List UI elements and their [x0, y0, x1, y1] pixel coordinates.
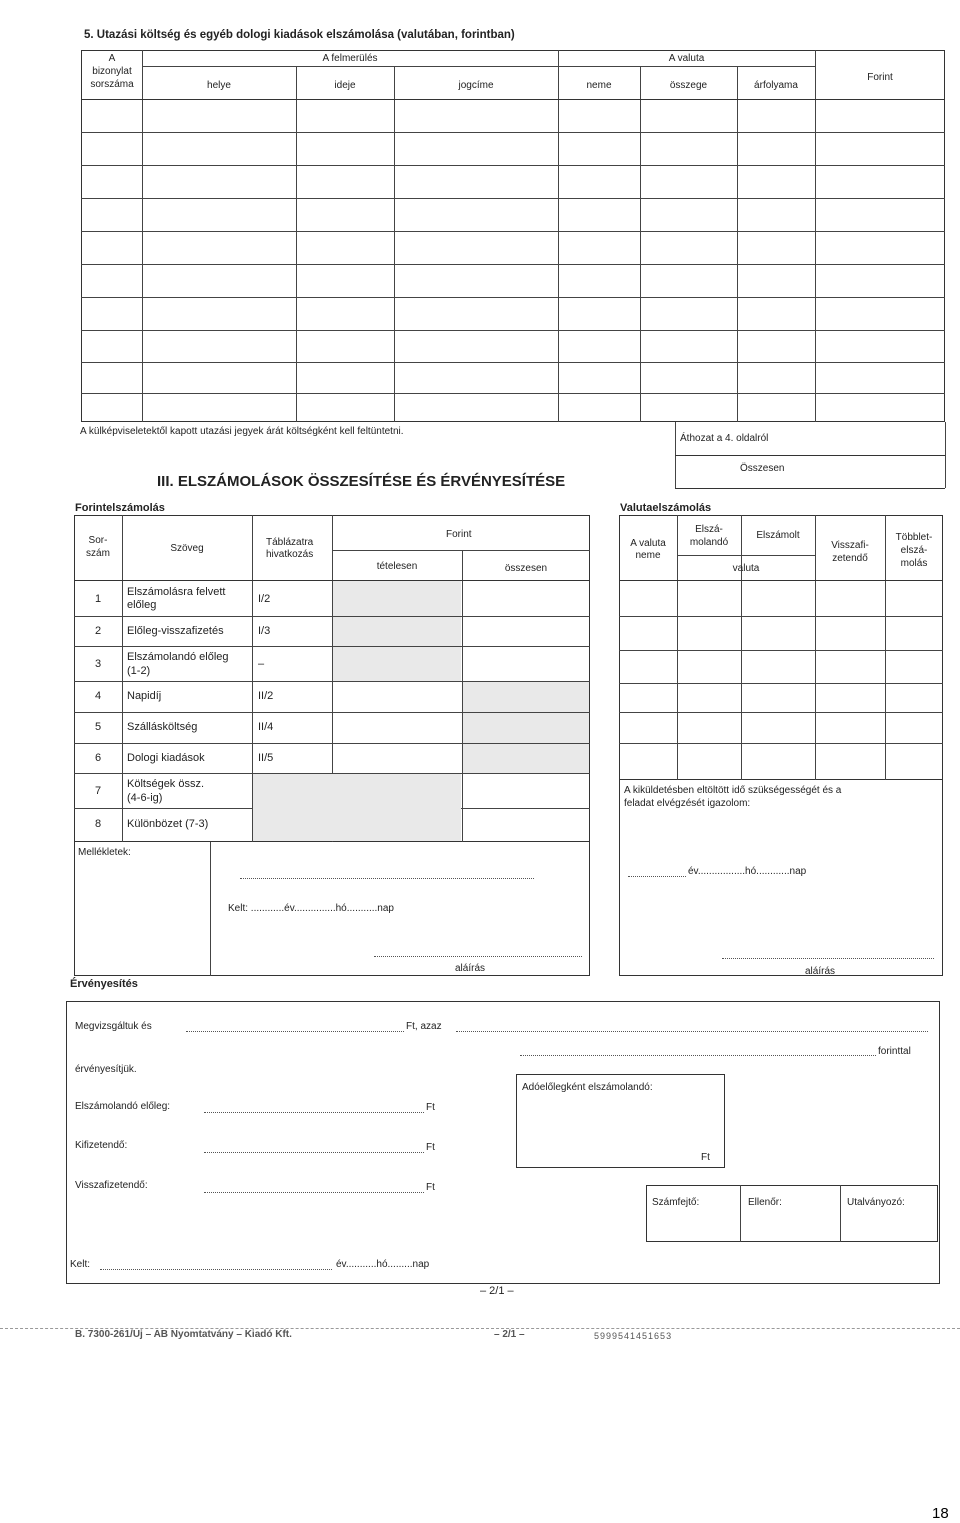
row3-text-line1: Elszámolandó előleg: [127, 651, 229, 663]
visszafizetendo-label: Visszafizetendő:: [75, 1180, 148, 1191]
row2-num: 2: [94, 625, 102, 637]
barcode-number: 5999541451653: [594, 1331, 673, 1341]
section5-title: 5. Utazási költség és egyéb dologi kiadások elszámolása (valutában, forintban): [84, 29, 515, 41]
group-valuta: A valuta: [668, 53, 705, 64]
page-number: 18: [932, 1505, 949, 1522]
col-osszege: összege: [669, 80, 708, 91]
certify-line1: A kiküldetésben eltöltött idő szükségességét és a: [624, 785, 842, 796]
col-forint-group: Forint: [446, 529, 472, 540]
row6-ref: II/5: [258, 752, 274, 764]
row7-text-line1: Költségek össz.: [127, 778, 205, 790]
adoeloleg-label: Adóelőlegként elszámolandó:: [522, 1082, 653, 1093]
col-szoveg: Szöveg: [170, 543, 204, 554]
row4-num: 4: [94, 690, 102, 702]
megvizsgaltuk-label: Megvizsgáltuk és: [75, 1021, 152, 1032]
forinttal-label: forinttal: [878, 1046, 911, 1057]
valuta-col-tobblet-line1: Többlet-: [895, 532, 933, 543]
kifizetendo-label: Kifizetendő:: [75, 1140, 128, 1151]
col-ideje: ideje: [334, 80, 356, 91]
row6-num: 6: [94, 752, 102, 764]
page-marker: – 2/1 –: [480, 1285, 514, 1297]
elszamolando-eloleg-ft: Ft: [426, 1102, 435, 1113]
valuta-col-visszafizetendo-line2: zetendő: [832, 553, 868, 564]
row5-ref: II/4: [258, 721, 274, 733]
ervenyesites-heading: Érvényesítés: [70, 978, 138, 990]
valuta-col-tobblet-line2: elszá-: [900, 545, 928, 556]
forint-kelt: Kelt: ............év...............hó...........nap: [228, 903, 394, 914]
ervenyesitjuk-label: érvényesítjük.: [75, 1064, 137, 1075]
certify-line2: feladat elvégzését igazolom:: [624, 798, 751, 809]
print-info: B. 7300-261/Uj – AB Nyomtatvány – Kiadó Kft.: [75, 1329, 292, 1340]
row1-text-line2: előleg: [127, 599, 157, 611]
section3-title: III. ELSZÁMOLÁSOK ÖSSZESÍTÉSE ÉS ÉRVÉNYESÍTÉSE: [157, 473, 566, 490]
elszamolando-eloleg-label: Elszámolandó előleg:: [75, 1101, 171, 1112]
forint-alairas: aláírás: [455, 963, 486, 974]
group-felmerules: A felmerülés: [322, 53, 378, 64]
row3-ref: –: [258, 658, 265, 670]
row4-text: Napidíj: [127, 690, 162, 702]
kifizetendo-ft: Ft: [426, 1142, 435, 1153]
row5-num: 5: [94, 721, 102, 733]
kelt-label: Kelt:: [70, 1259, 91, 1270]
col-tablazatra-line1: Táblázatra: [266, 537, 314, 548]
valuta-col-valuta: valuta: [732, 563, 760, 574]
travel-ticket-note: A külképviseletektől kapott utazási jegyek árát költségként kell feltüntetni.: [80, 426, 404, 437]
col-jogcime: jogcíme: [458, 80, 494, 91]
valuta-col-elszamolando-line2: molandó: [689, 537, 729, 548]
row8-text: Különbözet (7-3): [127, 818, 209, 830]
kelt-date: év...........hó.........nap: [336, 1259, 430, 1270]
certify-alairas: aláírás: [805, 966, 836, 977]
row7-text-line2: (4-6-ig): [127, 792, 163, 804]
col-sorszam-line1: Sor-: [88, 535, 108, 546]
col-bizonylat-line1: A: [108, 53, 116, 64]
print-page: – 2/1 –: [494, 1329, 525, 1340]
row2-ref: I/3: [258, 625, 271, 637]
row3-text-line2: (1-2): [127, 665, 151, 677]
certify-date: év.................hó............nap: [688, 866, 807, 877]
row1-ref: I/2: [258, 593, 271, 605]
adoeloleg-ft: Ft: [701, 1152, 710, 1163]
col-bizonylat-line2: bizonylat: [92, 66, 132, 77]
col-forint: Forint: [867, 72, 893, 83]
row7-num: 7: [94, 785, 102, 797]
col-tetelesen: tételesen: [376, 561, 418, 572]
row1-num: 1: [94, 593, 102, 605]
valuta-col-visszafizetendo-line1: Visszafi-: [831, 540, 869, 551]
row4-ref: II/2: [258, 690, 274, 702]
ellenor-label: Ellenőr:: [748, 1197, 782, 1208]
szamfejto-label: Számfejtő:: [652, 1197, 700, 1208]
ft-azaz-label: Ft, azaz: [406, 1021, 442, 1032]
osszesen-label: Összesen: [740, 463, 785, 474]
valuta-col-tobblet-line3: molás: [900, 558, 928, 569]
valuta-col-elszamolt: Elszámolt: [756, 530, 800, 541]
signatures-box: [646, 1185, 938, 1242]
row6-text: Dologi kiadások: [127, 752, 205, 764]
forint-heading: Forintelszámolás: [75, 502, 165, 514]
mellekletek-label: Mellékletek:: [78, 847, 131, 858]
col-tablazatra-line2: hivatkozás: [266, 549, 314, 560]
utalvanyozo-label: Utalványozó:: [847, 1197, 905, 1208]
col-sorszam-line2: szám: [86, 548, 110, 559]
col-osszesen: összesen: [504, 563, 548, 574]
row2-text: Előleg-visszafizetés: [127, 625, 224, 637]
row8-num: 8: [94, 818, 102, 830]
row1-text-line1: Elszámolásra felvett: [127, 586, 226, 598]
col-helye: helye: [207, 80, 231, 91]
row5-text: Szállásköltség: [127, 721, 198, 733]
visszafizetendo-ft: Ft: [426, 1182, 435, 1193]
valuta-col-neme-line1: A valuta: [630, 538, 666, 549]
row3-num: 3: [94, 658, 102, 670]
col-bizonylat-line3: sorszáma: [90, 79, 134, 90]
athozat-label: Áthozat a 4. oldalról: [680, 433, 769, 444]
valuta-col-neme-line2: neme: [635, 550, 661, 561]
valuta-heading: Valutaelszámolás: [620, 502, 712, 514]
col-neme: neme: [586, 80, 612, 91]
valuta-col-elszamolando-line1: Elszá-: [695, 524, 723, 535]
col-arfolyama: árfolyama: [754, 80, 798, 91]
